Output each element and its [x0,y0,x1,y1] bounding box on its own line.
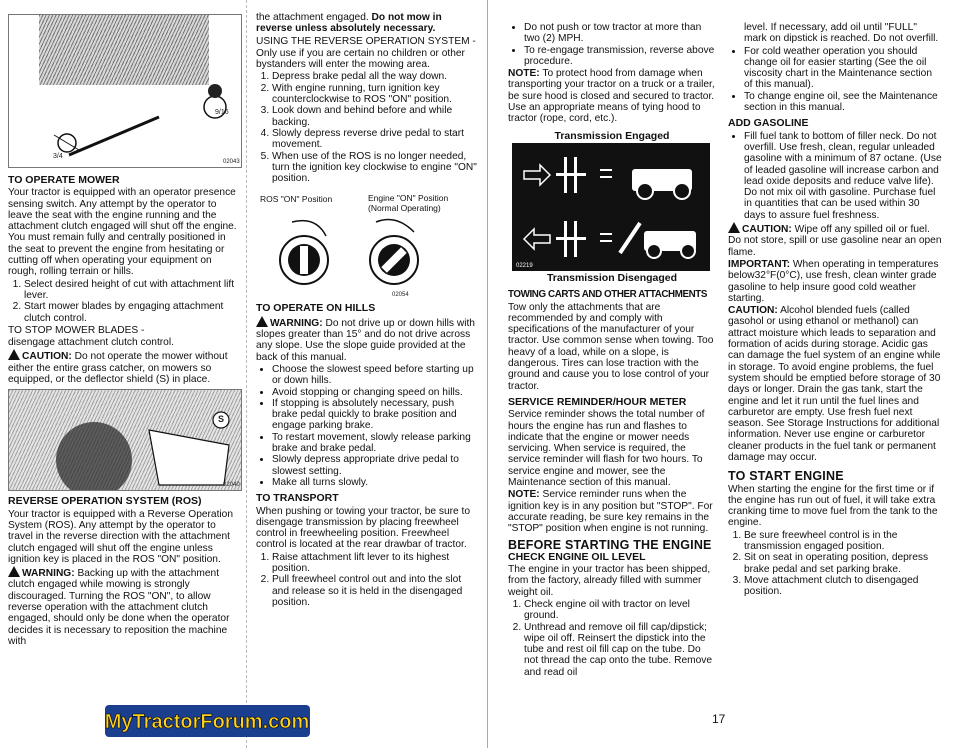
list-item: 1. Check engine oil with tractor on level ground. [524,599,716,622]
heading-add-gasoline: ADD GASOLINE [728,117,809,130]
list-item: 5. When use of the ROS is no longer needed, turn the ignition key clockwise to engine "ON" position. [272,151,478,185]
intro-text [256,12,478,35]
ros-body: Your tractor is equipped with a Reverse Operation System (ROS). Any attempt by the operator to travel in the reverse direction with the attachment clutch engaged will shut off the engine unless ignition key is placed in the ROS "ON" position. [8,508,234,565]
key-label-engine: Engine "ON" Position (Normal Operating) [368,193,449,213]
using-ros-body: Only use if you are certain no children or other bystanders will enter the mowing area. [256,47,465,71]
note-text: To protect hood from damage when transporting your tractor on a truck or a trailer, be sure hood is closed and secured to tractor. Use an appropriate means of tying hood to tractor (rope, cord, etc.). [508,68,715,125]
caution-text: Wipe off any spilled oil or fuel. Do not store, spill or use gasoline near an open flame. [728,224,942,258]
list-item: • To re-engage transmission, reverse above procedure. [524,45,716,68]
fig-label-3-4: 3/4 [53,153,63,160]
caution-1 [8,349,240,385]
list-item: 2. Unthread and remove oil fill cap/dipstick; wipe oil off. Reinsert the dipstick into the tube and rest oil fill cap on the tube. Do not thread the cap onto the tube. Remove and read oil [524,622,716,678]
list-item: • For cold weather operation you should change oil for easier starting (See the oil viscosity chart in the Maintenance section of this manual). [744,46,942,91]
fig-label-9-16: 9/16 [215,109,229,116]
to-operate-body: Your tractor is equipped with an operator presence sensing switch. Any attempt by the operator to leave the seat with the engine running and the attachment clutch engaged will shut off the engine. You must remain fully and centrally positioned in the seat to prevent the engine from hesitating or cutting off when operating your equipment on rough, rolling terrain or hills. [8,187,237,278]
caution-label: CAUTION: [22,351,72,363]
warning-text: Backing up with the attachment clutch engaged while mowing is strongly discouraged. Turning the ROS "ON", to allow reverse operation with the attachment clutch engaged, should only be done when the operator decides it is necessary to reposition the machine with [8,568,230,647]
check-oil-body: The engine in your tractor has been shipped, from the factory, already filled with summer weight oil. [508,564,711,598]
list-item: 3. Look down and behind before and while backing. [272,105,478,128]
warning-1 [8,566,240,647]
deflector-illustration [9,390,241,490]
list-item: 2. Start mower blades by engaging attachment clutch control. [24,301,240,324]
list-item: • Do not push or tow tractor at more than two (2) MPH. [524,22,716,45]
key-label-ros: ROS "ON" Position [260,194,333,205]
heading-before-starting: BEFORE STARTING THE ENGINE [508,537,712,552]
fig-code: 02040 [223,482,240,489]
warning-triangle-icon [8,566,20,577]
transmission-icons [512,143,710,271]
caution-label: CAUTION: [728,305,778,317]
list-item: 4. Slowly depress reverse drive pedal to start movement. [272,128,478,151]
caution-label: CAUTION: [742,224,792,236]
column-3 [508,22,716,679]
warning-triangle-icon [256,316,268,327]
list-item: • Choose the slowest speed before starting up or down hills. [272,364,478,387]
list-item: • Slowly depress appropriate drive pedal to slowest setting. [272,454,478,477]
logo-text: MyTractorForum.com [105,711,310,733]
ros-steps-list [256,71,478,184]
transmission-figure [512,143,710,271]
note-label: NOTE: [508,68,540,80]
list-item: 1. Select desired height of cut with attachment lift lever. [24,279,240,302]
warning-label: WARNING: [270,317,323,329]
start-steps-list [728,530,942,598]
caution-text: Alcohol blended fuels (called gasohol or using ethanol or methanol) can attract moisture which leads to separation and formation of acids during storage. Acidic gas can damage the fuel system of an engine while in storage. To avoid engine problems, the fuel system should be emptied before storage of 30 days or longer. Drain the gas tank, start the engine and let it run until the fuel lines and carburetor are empty. Use fresh fuel next season. See Storage Instructions for additional information. Never use engine or carburetor cleaner products in the fuel tank or permanent damage may occur. [728,305,941,463]
list-item: • Make all turns slowly. [272,477,478,488]
heading-hills: TO OPERATE ON HILLS [256,302,376,315]
towing-body: Tow only the attachments that are recommended by and comply with specifications of the manufacturer of your tractor. Use common sense when towing. Too heavy of a load, while on a slope, is dangerous. Tires can lose traction with the ground and cause you to lose control of your tractor. [508,301,714,392]
wrench-bolt-illustration [9,15,241,167]
note-2 [508,489,716,534]
caution-triangle-icon [728,222,740,233]
important-text: When operating in temperatures below32°F(0°C), use fresh, clean winter grade gasoline to help insure good cold weather starting. [728,258,939,304]
mower-steps-list [8,279,240,324]
column-1 [8,14,240,648]
list-item: 2. With engine running, turn ignition key counterclockwise to ROS "ON" position. [272,83,478,106]
list-item: 1. Be sure freewheel control is in the transmission engaged position. [744,530,942,553]
heading-transport: TO TRANSPORT [256,492,339,505]
list-item: • Fill fuel tank to bottom of filler neck. Do not overfill. Use fresh, clean, regular unleaded gasoline with a minimum of 87 octane. (Use of leaded gasoline will increase carbon and lead oxide deposits and reduce valve life). Do not mix oil with gasoline. Purchase fuel in quantities that can be used within 30 days to assure fuel freshness. [744,131,942,221]
ignition-key-icon [256,214,478,298]
service-body: Service reminder shows the total number of hours the engine has run and flashes to indicate that the engine or mower needs servicing. When service is required, the service reminder will flash for two hours. To service engine and mower, see the Maintenance section of this manual. [508,409,705,489]
list-item: • If stopping is absolutely necessary, push brake pedal quickly to brake position and engage parking brake. [272,398,478,432]
list-item: 2. Sit on seat in operating position, depress brake pedal and set parking brake. [744,552,942,575]
important-label: IMPORTANT: [728,258,791,270]
oil-steps-list [508,599,716,678]
caution-2 [728,222,942,258]
heading-towing: TOWING CARTS AND OTHER ATTACHMENTS [508,289,708,301]
mower-height-figure [8,14,242,168]
stop-blades-body: disengage attachment clutch control. [8,337,174,349]
oil-continued: level. If necessary, add oil until "FULL" mark on dipstick is reached. Do not overfill. [744,22,939,45]
heading-to-start-engine: TO START ENGINE [728,469,844,484]
page-number: 17 [712,712,726,726]
important-note [728,259,942,304]
heading-service-reminder: SERVICE REMINDER/HOUR METER [508,395,687,408]
list-item: • To change engine oil, see the Maintenance section in this manual. [744,91,942,114]
gas-bullets [728,131,942,221]
warning-2 [256,316,478,363]
transport-body: When pushing or towing your tractor, be sure to disengage transmission by placing freewheel control in freewheeling position. Freewheel control is located at the rear drawbar of tractor. [256,505,471,551]
page-fold-left [246,0,248,748]
column-4 [728,22,942,599]
warning-text: Do not drive up or down hills with slopes greater than 15° and do not drive across any slope. Use the slope guide provided at the back of this manual. [256,317,475,363]
heading-ros: REVERSE OPERATION SYSTEM (ROS) [8,495,202,508]
fig-label-s: S [218,414,225,425]
caution-triangle-icon [8,349,20,360]
fig-code: 02054 [392,292,409,299]
deflector-shield-figure [8,389,242,491]
list-item: 1. Raise attachment lift lever to its highest position. [272,552,478,575]
key-switch-figure [256,194,478,298]
using-ros-heading: USING THE REVERSE OPERATION SYSTEM - [256,35,476,47]
oil-bullets [728,46,942,114]
tow-bullets [508,22,716,67]
transport-steps-list [256,552,478,608]
hill-tips-list [256,364,478,488]
stop-blades-heading: TO STOP MOWER BLADES - [8,324,145,336]
list-item: 2. Pull freewheel control out and into the slot and release so it is held in the disengaged position. [272,574,478,608]
fig-code: 02043 [223,159,240,165]
note-text: Service reminder runs when the ignition key is in any position but "STOP". For accurate reading, be sure key remains in the "STOP" position when engine is not running. [508,489,713,535]
watermark-logo [105,705,310,737]
page-fold-center [487,0,489,748]
caution-3 [728,305,942,463]
note-1 [508,68,716,124]
trans-disengaged-caption: Transmission Disengaged [546,271,678,284]
caution-text: Do not operate the mower without either the entire grass catcher, on mowers so equipped, or the deflector shield (S) in place. [8,351,228,386]
intro-text-bold: Do not mow in reverse unless absolutely necessary. [256,12,442,35]
warning-label: WARNING: [22,568,75,580]
intro-text-a: the attachment engaged. [256,12,372,23]
list-item: • Avoid stopping or changing speed on hills. [272,387,478,398]
column-2 [256,12,478,609]
list-item: 1. Depress brake pedal all the way down. [272,71,478,82]
heading-check-oil: CHECK ENGINE OIL LEVEL [508,550,646,563]
list-item: 3. Move attachment clutch to disengaged position. [744,575,942,598]
fig-code: 02219 [516,262,533,269]
list-item: • To restart movement, slowly release parking brake and brake pedal. [272,432,478,455]
note-label: NOTE: [508,489,540,501]
start-body: When starting the engine for the first time or if the engine has run out of fuel, it will take extra cranking time to move fuel from the tank to the engine. [728,483,938,529]
heading-to-operate-mower: TO OPERATE MOWER [8,174,120,186]
trans-engaged-caption: Transmission Engaged [554,129,670,142]
